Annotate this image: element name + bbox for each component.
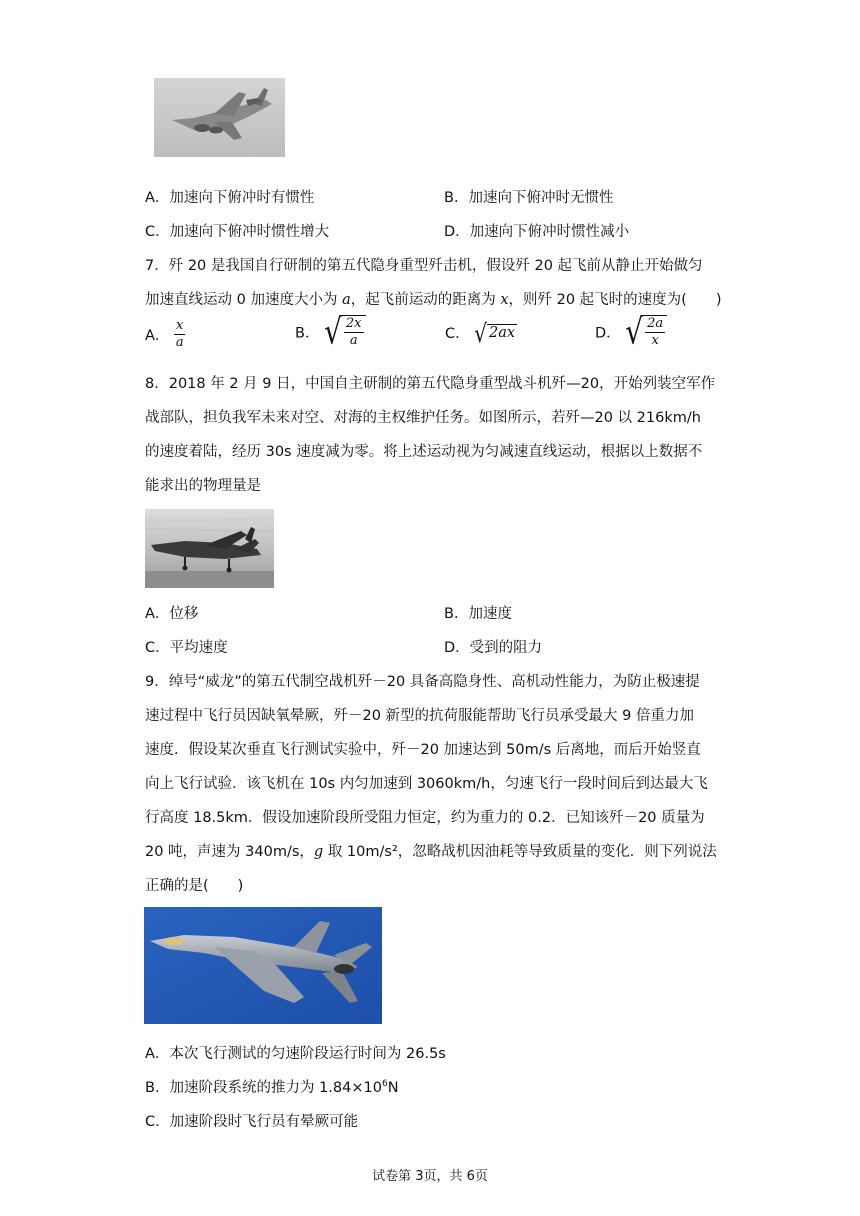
q9-stem-line2: 速过程中飞行员因缺氧晕厥，歼－20 新型的抗荷服能帮助飞行员承受最大 9 倍重力加 [145, 708, 695, 724]
q7-option-a: A． $\frac{x}{a}$ [145, 318, 184, 350]
q8-option-c: C．平均速度 [145, 640, 228, 656]
jet-landing-image-q8 [145, 509, 274, 588]
q8-stem-line2: 战部队，担负我军未来对空、对海的主权维护任务。如图所示，若歼—20 以 216km/h [145, 410, 701, 426]
q6-option-c: C．加速向下俯冲时惯性增大 [145, 224, 330, 240]
q7-option-b: B． √ $\frac{2x}{a}$ [295, 315, 366, 349]
q7-option-a-fraction: $\frac{x}{a}$ [175, 318, 184, 350]
q8-option-d: D．受到的阻力 [444, 640, 543, 656]
q7-option-c: C． √ 2ax [445, 317, 516, 348]
q9-stem-line5: 行高度 18.5km．假设加速阶段所受阻力恒定，约为重力的 0.2．已知该歼－20 质量为 [145, 810, 705, 826]
q8-option-a: A．位移 [145, 606, 199, 622]
q8-stem-line3: 的速度着陆，经历 30s 速度减为零。将上述运动视为匀减速直线运动，根据以上数据不 [145, 444, 703, 460]
q6-option-a: A．加速向下俯冲时有惯性 [145, 190, 315, 206]
q7-stem-line1: 7．歼 20 是我国自行研制的第五代隐身重型歼击机，假设歼 20 起飞前从静止开始做匀 [145, 258, 703, 274]
page-footer: 试卷第 3页，共 6页 [372, 1169, 488, 1184]
q9-stem-line6: 20 吨，声速为 340m/s，g 取 10m/s²，忽略战机因油耗等导致质量的变化．则下列说法 [145, 844, 717, 860]
q9-option-a: A．本次飞行测试的匀速阶段运行时间为 26.5s [145, 1046, 446, 1062]
q8-option-b: B．加速度 [444, 606, 512, 622]
q6-option-d: D．加速向下俯冲时惯性减小 [444, 224, 630, 240]
jet-sky-image-q9 [144, 907, 382, 1024]
q8-stem-line1: 8．2018 年 2 月 9 日，中国自主研制的第五代隐身重型战斗机歼—20，开始列装空军作 [145, 376, 716, 392]
q9-stem-line3: 速度．假设某次垂直飞行测试实验中，歼－20 加速达到 50m/s 后离地，而后开始竖直 [145, 742, 701, 758]
q9-option-c: C．加速阶段时飞行员有晕厥可能 [145, 1114, 359, 1130]
q9-stem-line7: 正确的是( ) [145, 878, 244, 894]
q8-stem-line4: 能求出的物理量是 [145, 478, 261, 494]
q9-stem-line4: 向上飞行试验．该飞机在 10s 内匀加速到 3060km/h，匀速飞行一段时间后到达最大飞 [145, 776, 708, 792]
q7-stem-line2: 加速直线运动 0 加速度大小为 a，起飞前运动的距离为 x，则歼 20 起飞时的速度为( ) [145, 292, 722, 308]
q9-stem-line1: 9．绰号“威龙”的第五代制空战机歼－20 具备高隐身性、高机动性能力，为防止极速提 [145, 674, 700, 690]
q9-option-b: B．加速阶段系统的推力为 $1.84\times 10^6N$ [145, 1079, 399, 1096]
q6-option-b: B．加速向下俯冲时无惯性 [444, 190, 614, 206]
jet-image-q6 [154, 78, 285, 157]
q7-option-d: D． √ $\frac{2a}{x}$ [595, 315, 667, 349]
